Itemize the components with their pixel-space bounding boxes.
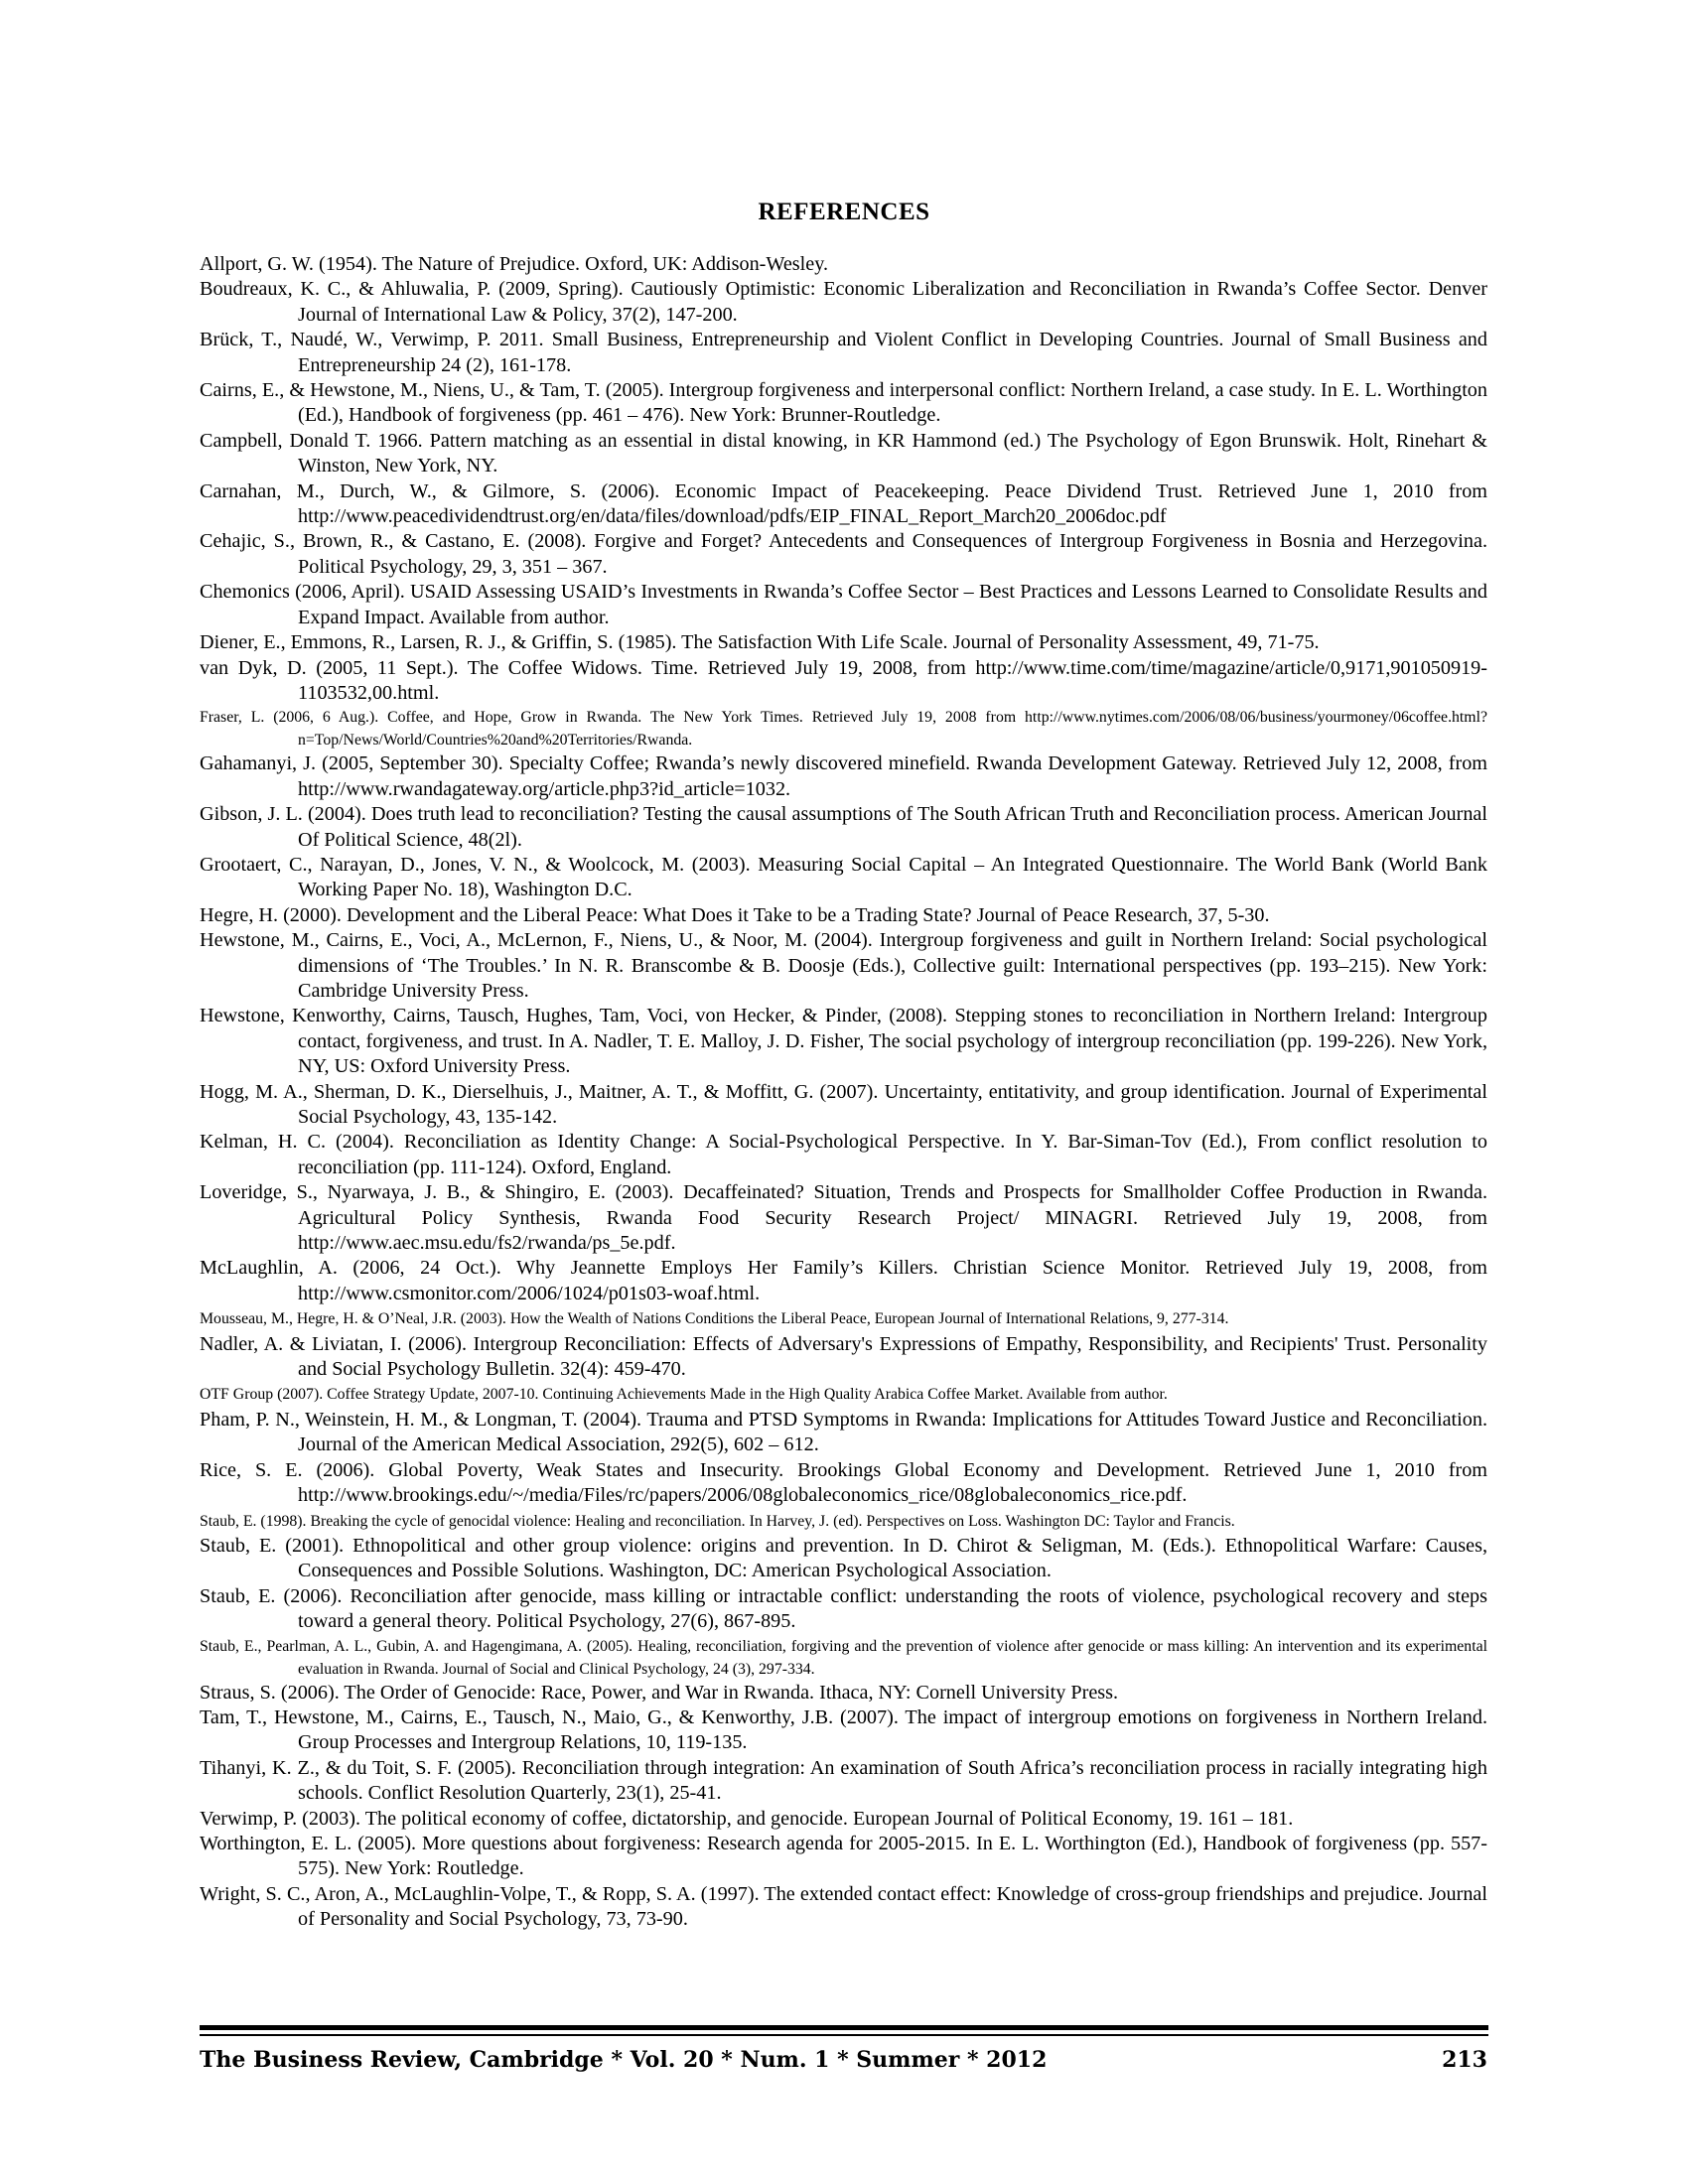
reference-entry: Gahamanyi, J. (2005, September 30). Specialty Coffee; Rwanda’s newly discovered minefield. Rwanda Development Gateway. Retrieved July 12, 2008, from http://www.rwandagateway.org/article.php3?id_article=1032. [200,752,1487,800]
footer-journal-info: The Business Review, Cambridge * Vol. 20 * Num. 1 * Summer * 2012 [200,2047,1048,2073]
reference-entry: Staub, E., Pearlman, A. L., Gubin, A. and Hagengimana, A. (2005). Healing, reconciliation, forgiving and the prevention of violence after genocide or mass killing: An intervention and its experimental evaluation in Rwanda. Journal of Social and Clinical Psychology, 24 (3), 297-334. [200,1637,1487,1678]
reference-entry: Hogg, M. A., Sherman, D. K., Dierselhuis, J., Maitner, A. T., & Moffitt, G. (2007). Uncertainty, entitativity, and group identification. Journal of Experimental Social Psychology, 43, 135-142. [200,1080,1487,1128]
reference-entry: Grootaert, C., Narayan, D., Jones, V. N., & Woolcock, M. (2003). Measuring Social Capital – An Integrated Questionnaire. The World Bank (World Bank Working Paper No. 18), Washington D.C. [200,853,1487,901]
reference-entry: Wright, S. C., Aron, A., McLaughlin-Volpe, T., & Ropp, S. A. (1997). The extended contact effect: Knowledge of cross-group friendships and prejudice. Journal of Personality and Social Psychology, 73, 73-90. [200,1882,1487,1931]
footer-rule-thick [200,2025,1488,2030]
reference-entry: Chemonics (2006, April). USAID Assessing USAID’s Investments in Rwanda’s Coffee Sector – Best Practices and Lessons Learned to Consolidate Results and Expand Impact. Available from author. [200,581,1487,628]
reference-entry: Hewstone, M., Cairns, E., Voci, A., McLernon, F., Niens, U., & Noor, M. (2004). Intergroup forgiveness and guilt in Northern Ireland: Social psychological dimensions of ‘The Troubles.’ In N. R. Branscombe & B. Doosje (Eds.), Collective guilt: International perspectives (pp. 193–215). New York: Cambridge University Press. [200,929,1487,1002]
reference-entry: Straus, S. (2006). The Order of Genocide: Race, Power, and War in Rwanda. Ithaca, NY: Cornell University Press. [200,1681,1119,1704]
reference-entry: Verwimp, P. (2003). The political economy of coffee, dictatorship, and genocide. European Journal of Political Economy, 19. 161 – 181. [200,1807,1294,1830]
reference-entry: Diener, E., Emmons, R., Larsen, R. J., & Griffin, S. (1985). The Satisfaction With Life Scale. Journal of Personality Assessment, 49, 71-75. [200,631,1320,654]
reference-entry: Brück, T., Naudé, W., Verwimp, P. 2011. Small Business, Entrepreneurship and Violent Conflict in Developing Countries. Journal of Small Business and Entrepreneurship 24 (2), 161-178. [200,329,1487,376]
reference-entry: Fraser, L. (2006, 6 Aug.). Coffee, and Hope, Grow in Rwanda. The New York Times. Retrieved July 19, 2008 from http://www.nytimes.com/2006/08/06/business/yourmoney/06coffee.html?n=Top/News/World/Countries%20and%20Territories/Rwanda. [200,709,1487,750]
reference-entry: Pham, P. N., Weinstein, H. M., & Longman, T. (2004). Trauma and PTSD Symptoms in Rwanda: Implications for Attitudes Toward Justice and Reconciliation. Journal of the American Medical Association, 292(5), 602 – 612. [200,1408,1487,1456]
reference-entry: Nadler, A. & Liviatan, I. (2006). Intergroup Reconciliation: Effects of Adversary's Expressions of Empathy, Responsibility, and Recipients' Trust. Personality and Social Psychology Bulletin. 32(4): 459-470. [200,1332,1487,1381]
reference-entry: Tihanyi, K. Z., & du Toit, S. F. (2005). Reconciliation through integration: An examination of South Africa’s reconciliation process in racially integrating high schools. Conflict Resolution Quarterly, 23(1), 25-41. [200,1756,1487,1805]
references-list [200,252,1487,1933]
reference-entry: Loveridge, S., Nyarwaya, J. B., & Shingiro, E. (2003). Decaffeinated? Situation, Trends and Prospects for Smallholder Coffee Production in Rwanda. Agricultural Policy Synthesis, Rwanda Food Security Research Project/ MINAGRI. Retrieved July 19, 2008, from http://www.aec.msu.edu/fs2/rwanda/ps_5e.pdf. [200,1181,1487,1255]
reference-entry: Rice, S. E. (2006). Global Poverty, Weak States and Insecurity. Brookings Global Economy and Development. Retrieved June 1, 2010 from http://www.brookings.edu/~/media/Files/rc/papers/2006/08globaleconomics_rice/08globaleconomics_rice.pdf. [200,1458,1487,1507]
reference-entry: Campbell, Donald T. 1966. Pattern matching as an essential in distal knowing, in KR Hammond (ed.) The Psychology of Egon Brunswik. Holt, Rinehart & Winston, New York, NY. [200,429,1487,478]
reference-entry: Carnahan, M., Durch, W., & Gilmore, S. (2006). Economic Impact of Peacekeeping. Peace Dividend Trust. Retrieved June 1, 2010 from http://www.peacedividendtrust.org/en/data/files/download/pdfs/EIP_FINAL_Report_March20_2006doc.pdf [200,479,1487,528]
reference-entry: Staub, E. (2006). Reconciliation after genocide, mass killing or intractable conflict: understanding the roots of violence, psychological recovery and steps toward a general theory. Political Psychology, 27(6), 867-895. [200,1584,1487,1633]
reference-entry: Staub, E. (1998). Breaking the cycle of genocidal violence: Healing and reconciliation. In Harvey, J. (ed). Perspectives on Loss. Washington DC: Taylor and Francis. [200,1512,1235,1530]
reference-entry: Worthington, E. L. (2005). More questions about forgiveness: Research agenda for 2005-2015. In E. L. Worthington (Ed.), Handbook of forgiveness (pp. 557-575). New York: Routledge. [200,1832,1487,1880]
reference-entry: Kelman, H. C. (2004). Reconciliation as Identity Change: A Social-Psychological Perspective. In Y. Bar-Siman-Tov (Ed.), From conflict resolution to reconciliation (pp. 111-124). Oxford, England. [200,1131,1487,1178]
reference-entry: Hewstone, Kenworthy, Cairns, Tausch, Hughes, Tam, Voci, von Hecker, & Pinder, (2008). Stepping stones to reconciliation in Northern Ireland: Intergroup contact, forgiveness, and trust. In A. Nadler, T. E. Malloy, J. D. Fisher, The social psychology of intergroup reconciliation (pp. 199-226). New York, NY, US: Oxford University Press. [200,1005,1487,1078]
reference-entry: Staub, E. (2001). Ethnopolitical and other group violence: origins and prevention. In D. Chirot & Seligman, M. (Eds.). Ethnopolitical Warfare: Causes, Consequences and Possible Solutions. Washington, DC: American Psychological Association. [200,1534,1487,1582]
reference-entry: van Dyk, D. (2005, 11 Sept.). The Coffee Widows. Time. Retrieved July 19, 2008, from http://www.time.com/time/magazine/article/0,9171,901050919-1103532,00.html. [200,656,1487,704]
reference-entry: Hegre, H. (2000). Development and the Liberal Peace: What Does it Take to be a Trading State? Journal of Peace Research, 37, 5-30. [200,903,1270,926]
reference-entry: Boudreaux, K. C., & Ahluwalia, P. (2009, Spring). Cautiously Optimistic: Economic Liberalization and Reconciliation in Rwanda’s Coffee Sector. Denver Journal of International Law & Policy, 37(2), 147-200. [200,278,1487,326]
reference-entry: OTF Group (2007). Coffee Strategy Update, 2007-10. Continuing Achievements Made in the High Quality Arabica Coffee Market. Available from author. [200,1386,1168,1404]
footer-page-number: 213 [1442,2047,1487,2073]
references-heading: REFERENCES [758,199,930,225]
reference-entry: Cairns, E., & Hewstone, M., Niens, U., & Tam, T. (2005). Intergroup forgiveness and interpersonal conflict: Northern Ireland, a case study. In E. L. Worthington (Ed.), Handbook of forgiveness (pp. 461 – 476). New York: Brunner-Routledge. [200,379,1487,427]
reference-entry: Mousseau, M., Hegre, H. & O’Neal, J.R. (2003). How the Wealth of Nations Conditions the Liberal Peace, European Journal of International Relations, 9, 277-314. [200,1310,1229,1328]
reference-entry: Tam, T., Hewstone, M., Cairns, E., Tausch, N., Maio, G., & Kenworthy, J.B. (2007). The impact of intergroup emotions on forgiveness in Northern Ireland. Group Processes and Intergroup Relations, 10, 119-135. [200,1706,1487,1754]
reference-entry: Cehajic, S., Brown, R., & Castano, E. (2008). Forgive and Forget? Antecedents and Consequences of Intergroup Forgiveness in Bosnia and Herzegovina. Political Psychology, 29, 3, 351 – 367. [200,530,1487,578]
reference-entry: McLaughlin, A. (2006, 24 Oct.). Why Jeannette Employs Her Family’s Killers. Christian Science Monitor. Retrieved July 19, 2008, from http://www.csmonitor.com/2006/1024/p01s03-woaf.html. [200,1257,1487,1304]
footer-rule-thin [200,2034,1488,2036]
reference-entry: Allport, G. W. (1954). The Nature of Prejudice. Oxford, UK: Addison-Wesley. [200,253,829,275]
reference-entry: Gibson, J. L. (2004). Does truth lead to reconciliation? Testing the causal assumptions of The South African Truth and Reconciliation process. American Journal Of Political Science, 48(2l). [200,803,1487,851]
